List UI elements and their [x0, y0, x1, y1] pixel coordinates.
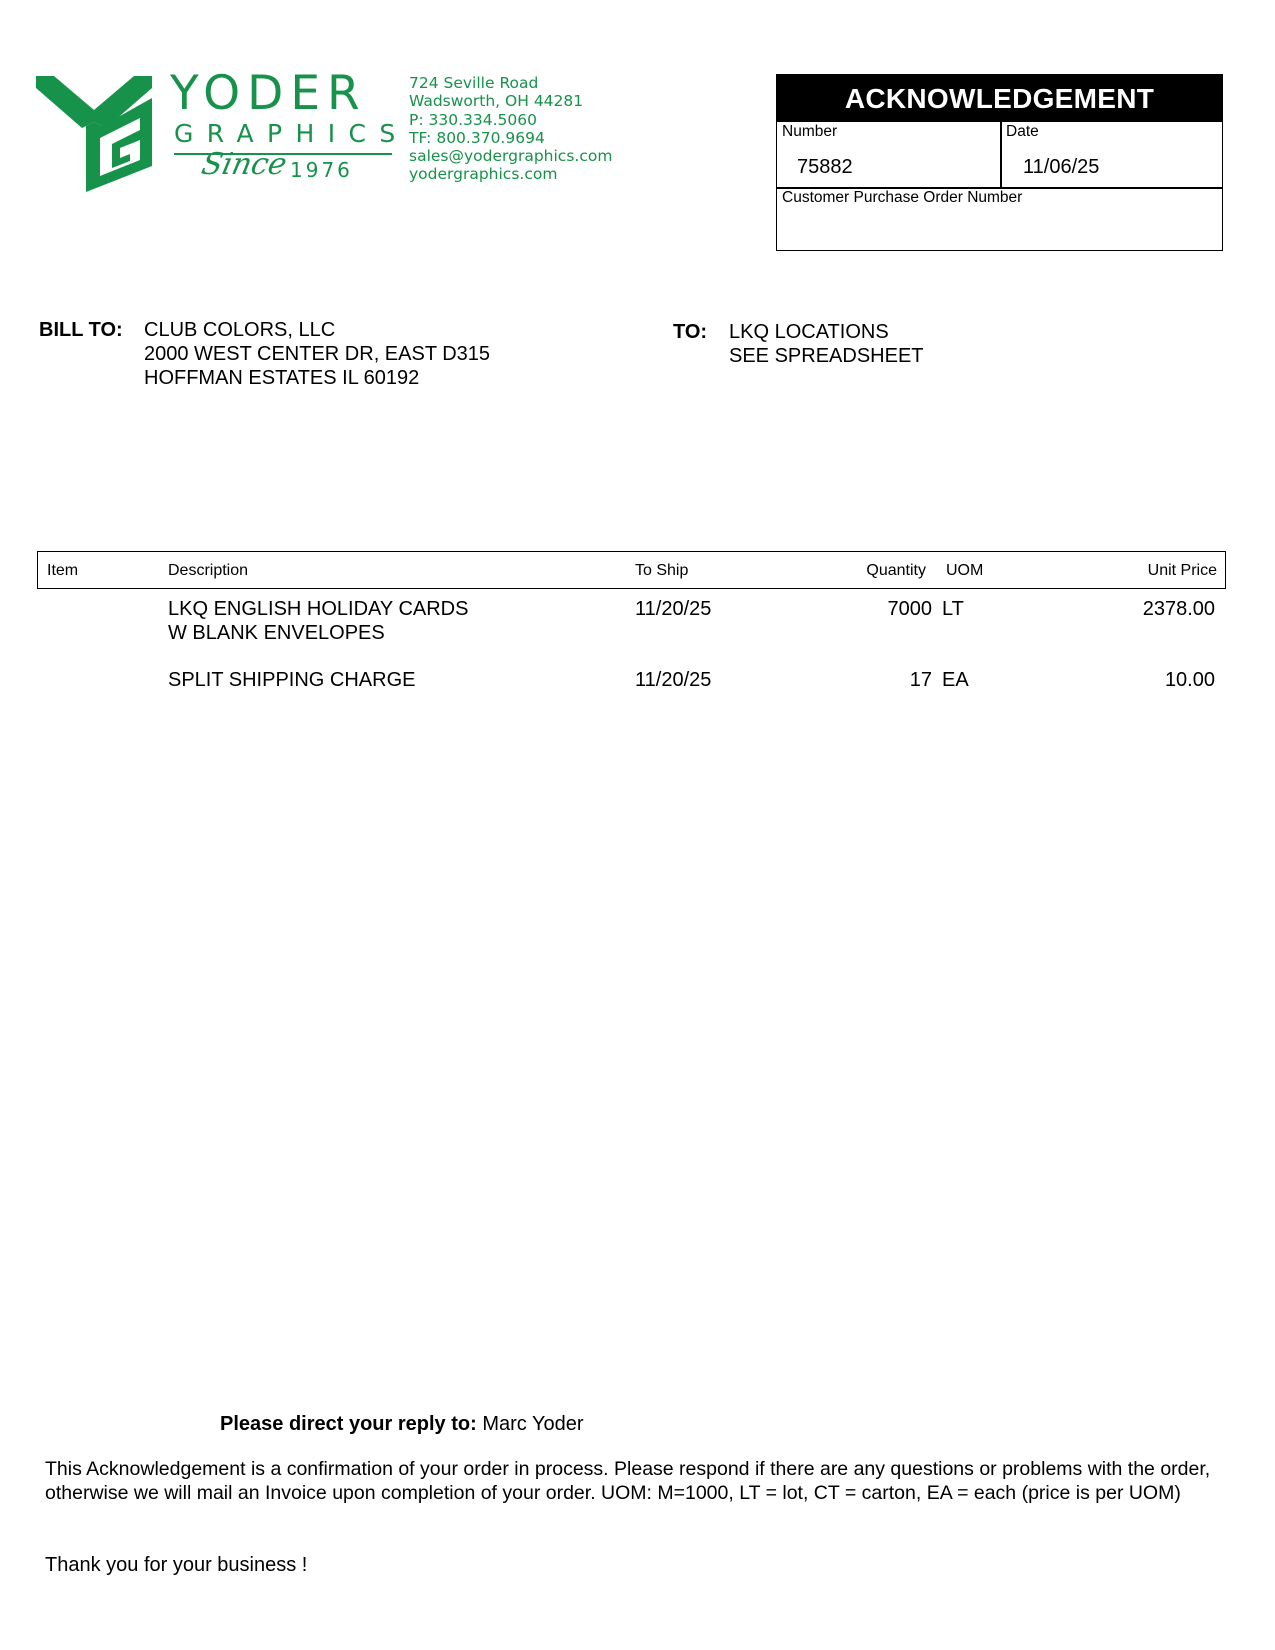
bill-to-line: CLUB COLORS, LLC	[144, 319, 336, 341]
ack-date: 11/06/25	[1023, 156, 1100, 178]
ack-number: 75882	[797, 156, 853, 178]
order-note: This Acknowledgement is a confirmation of your order in process. Please respond if there are any questions or problems with the order, otherwise we will mail an Invoice upon completion of your order. UOM: M=1000, LT = lot, CT = carton, EA = each (price is per UOM)	[45, 1458, 1211, 1504]
col-uom: UOM	[946, 562, 984, 579]
ship-to-line: SEE SPREADSHEET	[729, 345, 924, 367]
po-label: Customer Purchase Order Number	[782, 189, 1023, 206]
bill-to-address	[144, 318, 490, 390]
ship-to-label: TO:	[673, 321, 708, 343]
row-to-ship: 11/20/25	[635, 669, 712, 691]
col-unit-price: Unit Price	[1147, 562, 1217, 579]
bill-to-label: BILL TO:	[39, 319, 123, 341]
row-description	[168, 597, 468, 645]
ship-to-line: LKQ LOCATIONS	[729, 321, 889, 343]
logo-subtitle: GRAPHICS	[174, 119, 409, 148]
company-website[interactable]: yodergraphics.com	[409, 165, 558, 184]
col-quantity: Quantity	[866, 562, 926, 579]
row-description	[168, 668, 415, 692]
row-description-line: SPLIT SHIPPING CHARGE	[168, 669, 416, 691]
company-address-line1: 724 Seville Road	[409, 74, 539, 92]
row-quantity: 17	[909, 669, 932, 691]
logo-wordmark: YODER	[170, 66, 367, 121]
reply-to	[220, 1414, 584, 1434]
reply-to-label: Please direct your reply to:	[220, 1413, 477, 1435]
row-to-ship: 11/20/25	[635, 598, 712, 620]
number-label: Number	[782, 123, 838, 140]
bill-to-line: 2000 WEST CENTER DR, EAST D315	[144, 343, 491, 365]
logo-since: Since	[198, 147, 290, 182]
company-email[interactable]: sales@yodergraphics.com	[409, 147, 613, 166]
col-item: Item	[47, 562, 79, 579]
acknowledgement-title: ACKNOWLEDGEMENT	[777, 75, 1222, 122]
reply-to-name: Marc Yoder	[482, 1413, 584, 1435]
company-contact	[409, 74, 612, 184]
row-description-line: LKQ ENGLISH HOLIDAY CARDS	[168, 598, 469, 620]
col-description: Description	[168, 562, 249, 579]
acknowledgement-box	[776, 74, 1223, 251]
line-items-header	[37, 551, 1226, 589]
company-toll-free: TF: 800.370.9694	[409, 128, 545, 147]
row-description-line: W BLANK ENVELOPES	[168, 622, 385, 644]
col-to-ship: To Ship	[635, 562, 689, 579]
ack-column-divider	[1000, 122, 1002, 187]
company-phone: P: 330.334.5060	[409, 110, 537, 129]
ship-to-address	[729, 320, 924, 368]
row-unit-price: 10.00	[1164, 669, 1215, 691]
thank-you-line: Thank you for your business !	[45, 1554, 308, 1576]
row-uom: LT	[942, 598, 964, 620]
row-unit-price: 2378.00	[1142, 598, 1215, 620]
logo-year: 1976	[290, 158, 353, 182]
row-quantity: 7000	[887, 598, 932, 620]
row-uom: EA	[942, 669, 969, 691]
date-label: Date	[1006, 123, 1039, 140]
bill-to-line: HOFFMAN ESTATES IL 60192	[144, 367, 420, 389]
company-address-line2: Wadsworth, OH 44281	[409, 92, 584, 111]
yoder-logo-mark	[36, 76, 154, 192]
